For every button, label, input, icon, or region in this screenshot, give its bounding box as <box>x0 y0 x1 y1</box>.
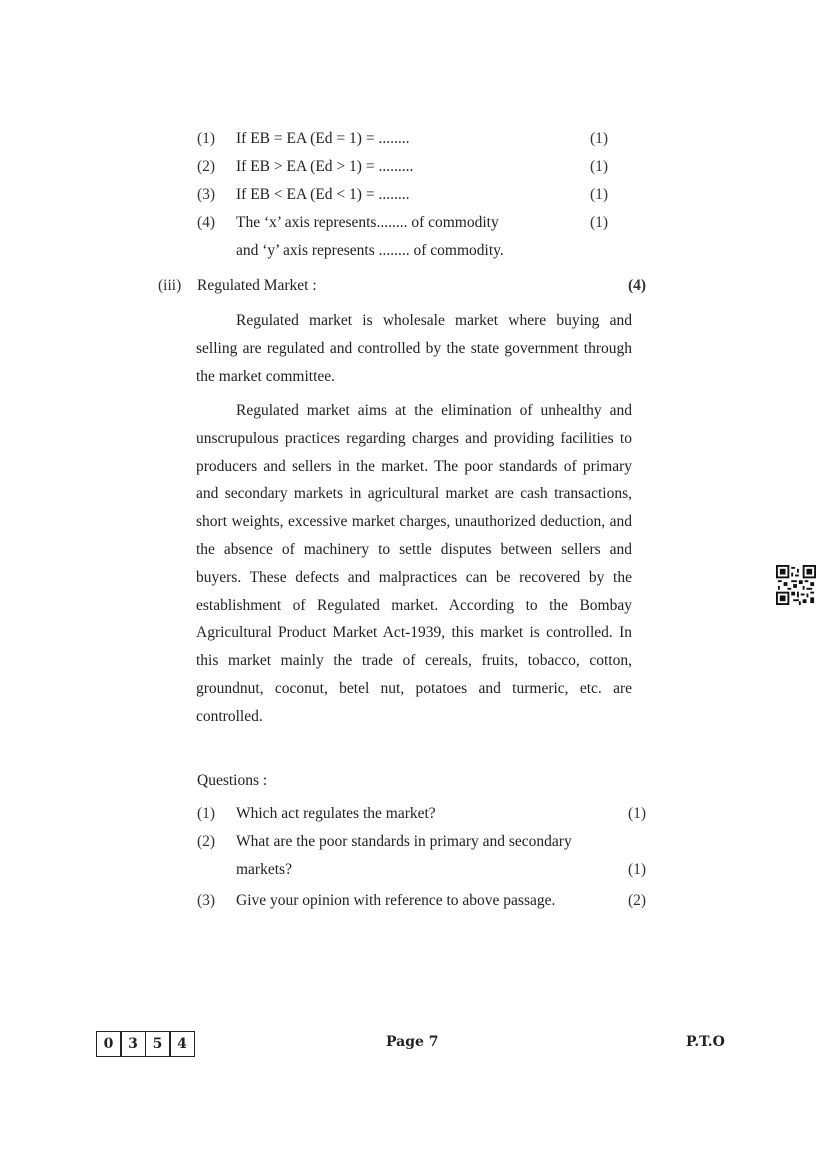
paper-code-boxes <box>97 1031 195 1057</box>
list-item-number: (4) <box>197 214 216 231</box>
section-number: (iii) <box>158 277 182 294</box>
question-text: Give your opinion with reference to above passage. <box>236 892 556 909</box>
page-number: Page 7 <box>386 1034 439 1050</box>
passage-paragraph-1: Regulated market is wholesale market where buying and selling are regulated and controlled by the state government through the market committee. <box>196 312 632 385</box>
paper-code-digit: 5 <box>145 1031 171 1057</box>
qr-code-icon <box>776 565 816 605</box>
list-item-number: (1) <box>197 130 216 147</box>
question-text: Which act regulates the market? <box>236 805 436 822</box>
section-marks: (4) <box>628 277 647 294</box>
question-continuation: markets? <box>236 861 292 878</box>
question-number: (3) <box>197 892 216 909</box>
question-mark: (1) <box>628 805 647 822</box>
list-item-mark: (1) <box>590 214 609 231</box>
pto-label: P.T.O <box>686 1034 725 1050</box>
question-text: What are the poor standards in primary and secondary <box>236 833 572 850</box>
question-number: (1) <box>197 805 216 822</box>
list-item-text: If EB > EA (Ed > 1) = ......... <box>236 158 414 175</box>
list-item-mark: (1) <box>590 130 609 147</box>
paper-code-digit: 0 <box>96 1031 122 1057</box>
questions-heading: Questions : <box>197 772 268 789</box>
list-item-mark: (1) <box>590 186 609 203</box>
section-title: Regulated Market : <box>197 277 317 294</box>
passage-paragraph-2: Regulated market aims at the elimination of unhealthy and unscrupulous practices regarding charges and providing facilities to producers and sellers in the market. The poor standards of primary and secondary markets in agricultural market are cash transactions, short weights, excessive market charges, unauthorized deduction, and the absence of machinery to settle disputes between sellers and buyers. These defects and malpractices can be recovered by the establishment of Regulated market. According to the Bombay Agricultural Product Market Act-1939, this market is controlled. In this market mainly the trade of cereals, fruits, tobacco, cotton, groundnut, coconut, betel nut, potatoes and turmeric, etc. are controlled. <box>196 402 632 725</box>
list-item-continuation: and ‘y’ axis represents ........ of commodity. <box>236 242 504 259</box>
paper-code-digit: 4 <box>169 1031 195 1057</box>
list-item-number: (2) <box>197 158 216 175</box>
question-mark: (2) <box>628 892 647 909</box>
question-number: (2) <box>197 833 216 850</box>
list-item-number: (3) <box>197 186 216 203</box>
list-item-mark: (1) <box>590 158 609 175</box>
list-item-text: If EB < EA (Ed < 1) = ........ <box>236 186 410 203</box>
paper-code-digit: 3 <box>120 1031 146 1057</box>
list-item-text: If EB = EA (Ed = 1) = ........ <box>236 130 410 147</box>
question-mark: (1) <box>628 861 647 878</box>
list-item-text: The ‘x’ axis represents........ of commodity <box>236 214 499 231</box>
